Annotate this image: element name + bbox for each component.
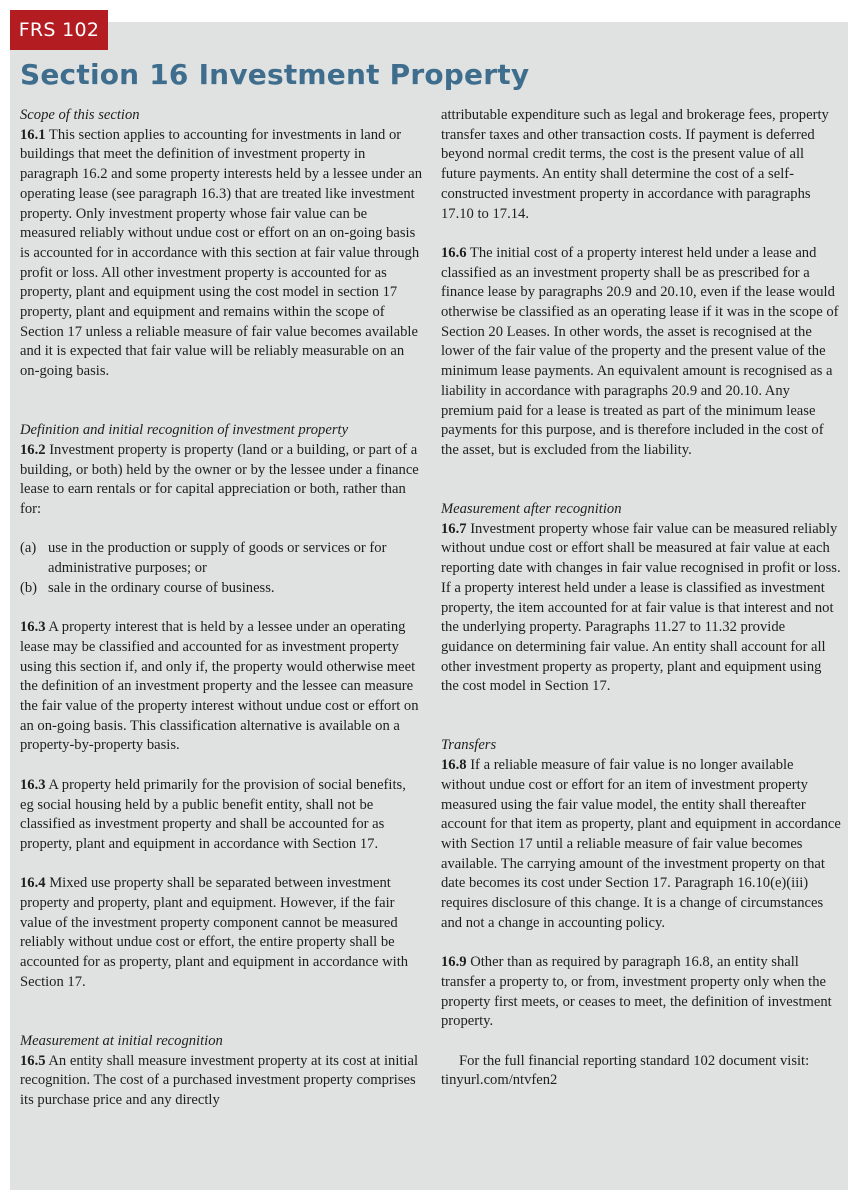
paragraph-number: 16.4 [20, 875, 46, 892]
heading-scope: Scope of this section [20, 107, 140, 123]
heading-measurement-after: Measurement after recognition [441, 501, 622, 518]
paragraph-number: 16.1 [20, 126, 46, 143]
footer-note: For the full financial reporting standard 102 document visit: tinyurl.com/ntvfen2 [441, 1052, 810, 1089]
paragraph-16-2 [20, 441, 422, 520]
paragraph-16-1 [20, 126, 422, 382]
paragraph-text: This section applies to accounting for investments in land or buildings that meet the definition of investment property in paragraph 16.2 and some property interests held by a lessee under an operating lease (see paragraph 16.3) that are treated like investment property. Only investment property whose fair value can be measured reliably without undue cost or effort on an on-going basis is accounted for in accordance with this section at fair value through profit or loss. All other investment property is accounted for as property, plant and equipment using the cost model in section 17 property, plant and equipment and remains within the scope of Section 17 unless a reliable measure of fair value becomes available and it is expected that fair value will be reliably measurable on an on-going basis. [20, 126, 423, 380]
heading-transfers: Transfers [441, 737, 497, 754]
paragraph-number: 16.7 [441, 520, 467, 537]
paragraph-text: The initial cost of a property interest held under a lease and classified as an investment property shall be as prescribed for a finance lease by paragraphs 20.9 and 20.10, even if the lease would otherwise be classified as an operating lease if it was in the scope of Section 20 Leases. In other words, the asset is recognised at the lower of the fair value of the property and the present value of the minimum lease payments. An equivalent amount is recognised as a liability in accordance with paragraphs 20.9 and 20.10. Any premium paid for a lease is treated as part of the minimum lease payments for this purpose, and is therefore included in the cost of the asset, but is excluded from the liability. [441, 244, 839, 458]
list-label: (b) [20, 579, 38, 596]
paragraph-text: Mixed use property shall be separated between investment property and property, plant and equipment. However, if the fair value of the investment property component cannot be measured reliably without undue cost or effort, the entire property shall be accounted for as property, plant and equipment in accordance with Section 17. [20, 875, 409, 990]
page-title: Section 16 Investment Property [20, 58, 530, 91]
paragraph-16-5-continued: attributable expenditure such as legal and brokerage fees, property transfer taxes and other transaction costs. If payment is deferred beyond normal credit terms, the cost is the present value of all future payments. An entity shall determine the cost of a self-constructed investment property in accordance with paragraphs 17.10 to 17.14. [441, 107, 829, 222]
heading-measurement-initial: Measurement at initial recognition [20, 1032, 223, 1049]
left-column [20, 106, 422, 1111]
heading-definition: Definition and initial recognition of investment property [20, 422, 349, 439]
paragraph-text: A property held primarily for the provision of social benefits, eg social housing held by a public benefit entity, shall not be classified as investment property and shall be accounted for as property, plant and equipment in accordance with Section 17. [20, 776, 406, 852]
paragraph-text: Investment property whose fair value can be measured reliably without undue cost or effort shall be measured at fair value at each reporting date with changes in fair value recognised in profit or loss. If a property interest held under a lease is classified as investment property, the item accounted for at fair value is that interest and not the underlying property. Paragraphs 11.27 to 11.32 provide guidance on determining fair value. An entity shall account for all other investment property as property, plant and equipment using the cost model in Section 17. [441, 520, 841, 695]
section-tab: FRS 102 [10, 10, 108, 50]
list-item-a [20, 539, 422, 578]
list-text: sale in the ordinary course of business. [48, 579, 275, 596]
paragraph-16-3-social [20, 776, 422, 855]
paragraph-16-9 [441, 953, 841, 1032]
paragraph-number: 16.3 [20, 776, 46, 793]
paragraph-number: 16.3 [20, 619, 46, 636]
paragraph-number: 16.5 [20, 1052, 46, 1069]
paragraph-number: 16.6 [441, 244, 467, 261]
paragraph-text: An entity shall measure investment property at its cost at initial recognition. The cost of a purchased investment property comprises its purchase price and any directly [20, 1052, 419, 1109]
paragraph-16-6 [441, 244, 841, 461]
paragraph-text: A property interest that is held by a lessee under an operating lease may be classified and accounted for as investment property using this section if, and only if, the property would otherwise meet the definition of an investment property and the lessee can measure the fair value of the property interest without undue cost or effort on an on-going basis. This classification alternative is available on a property-by-property basis. [20, 619, 419, 754]
paragraph-text: If a reliable measure of fair value is no longer available without undue cost or effort for an item of investment property measured using the fair value model, the entity shall thereafter account for that item as property, plant and equipment in accordance with Section 17 until a reliable measure of fair value becomes available. The carrying amount of the investment property on that date becomes its cost under Section 17. Paragraph 16.10(e)(iii) requires disclosure of this change. It is a change of circumstances and not a change in accounting policy. [441, 757, 841, 931]
right-column [441, 106, 841, 1091]
paragraph-text: Investment property is property (land or a building, or part of a building, or both) held by the owner or by the lessee under a finance lease to earn rentals or for capital appreciation or both, rather than for: [20, 441, 419, 518]
paragraph-16-4 [20, 874, 422, 992]
list-label: (a) [20, 540, 37, 557]
paragraph-16-5 [20, 1052, 422, 1111]
paragraph-text: Other than as required by paragraph 16.8, an entity shall transfer a property to, or from, investment property only when the property first meets, or ceases to meet, the definition of investment property. [441, 954, 832, 1030]
paragraph-number: 16.2 [20, 441, 46, 458]
paragraph-16-8 [441, 756, 841, 933]
paragraph-number: 16.9 [441, 954, 467, 971]
paragraph-16-7 [441, 520, 841, 697]
paragraph-number: 16.8 [441, 757, 467, 774]
paragraph-16-3-lessee [20, 618, 422, 756]
list-item-b [20, 579, 422, 599]
list-text: use in the production or supply of goods or services or for administrative purposes; or [48, 540, 387, 577]
